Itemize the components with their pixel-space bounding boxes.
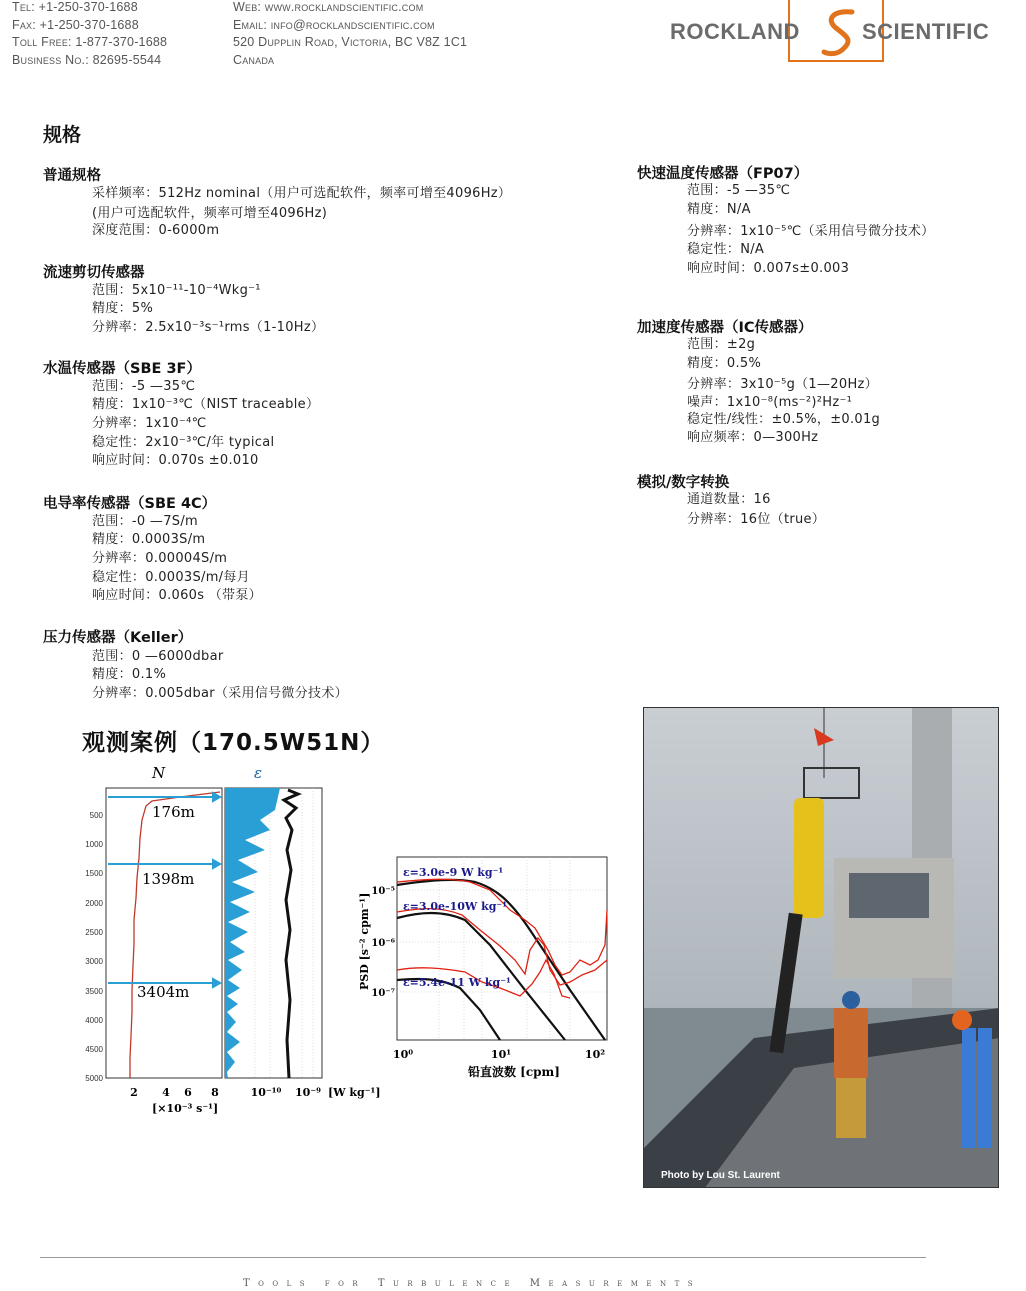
- spec-sampling-rate: 采样频率：512Hz nominal（用户可选配软件，频率可增至4096Hz）: [92, 186, 512, 201]
- spec-wtemp-stability: 稳定性：2x10⁻³℃/年 typical: [92, 435, 275, 450]
- psd-ylabel: PSD [s⁻² cpm⁻¹]: [358, 892, 371, 990]
- spec-wtemp-response: 响应时间：0.070s ±0.010: [92, 453, 259, 468]
- depth-tick: 3000: [85, 957, 103, 966]
- spec-wtemp-resolution: 分辨率：1x10⁻⁴℃: [92, 416, 207, 431]
- n-panel-title: N: [152, 764, 166, 782]
- depth-tick: 2000: [85, 899, 103, 908]
- spec-wtemp-accuracy: 精度：1x10⁻³℃（NIST traceable）: [92, 397, 320, 412]
- logo-s-mark-icon: [818, 6, 862, 58]
- eps-xtick: 10⁻¹⁰: [250, 1086, 282, 1099]
- web-line: Web: www.rocklandscientific.com: [233, 0, 424, 14]
- photo-credit: Photo by Lou St. Laurent: [661, 1170, 780, 1181]
- section-title-general: 普通规格: [43, 168, 101, 184]
- psd-xlabel: 铅直波数 [cpm]: [468, 1065, 560, 1079]
- psd-ytick: 10⁻⁷: [371, 988, 395, 999]
- spec-sampling-note: (用户可选配软件，频率可增至4096Hz): [92, 206, 328, 221]
- n-xtick: 8: [211, 1086, 219, 1099]
- section-title-fast-temp: 快速温度传感器（FP07）: [637, 166, 809, 182]
- eps-panel-title: ε: [254, 764, 263, 782]
- country-line: Canada: [233, 52, 275, 67]
- spec-pressure-range: 范围：0 —6000dbar: [92, 649, 224, 664]
- contact-block-right: [233, 0, 467, 69]
- n-xtick-labels: [130, 1086, 219, 1099]
- psd-xtick: 10²: [584, 1048, 606, 1061]
- toll-free-line: Toll Free: 1-877-370-1688: [12, 35, 168, 49]
- spec-adc-resolution: 分辨率：16位（true）: [687, 512, 826, 527]
- depth-tick: 1000: [85, 840, 103, 849]
- phone-line: Tel: +1-250-370-1688: [12, 0, 138, 14]
- spec-shear-accuracy: 精度：5%: [92, 301, 154, 316]
- spec-fp07-resolution: 分辨率：1x10⁻⁵℃（采用信号微分技术）: [687, 224, 935, 239]
- spec-fp07-range: 范围：-5 —35℃: [687, 183, 791, 198]
- psd-ytick-labels: [371, 886, 395, 999]
- depth-tick: 3500: [85, 987, 103, 996]
- gas-cylinder: [962, 1028, 976, 1148]
- depth-label-1398m: 1398m: [142, 870, 195, 888]
- eps-xtick: 10⁻⁹: [295, 1086, 321, 1099]
- eps-xaxis-unit: [W kg⁻¹]: [328, 1086, 381, 1099]
- n-xtick: 4: [162, 1086, 170, 1099]
- spec-accel-stability: 稳定性/线性：±0.5%，±0.01g: [687, 412, 881, 427]
- depth-tick: 2500: [85, 928, 103, 937]
- logo-text-rockland: ROCKLAND: [670, 19, 800, 44]
- case-study-title: 观测案例（170.5W51N）: [82, 730, 385, 756]
- email-line: Email: info@rocklandscientific.com: [233, 17, 435, 32]
- psd-legend-entry-3: ε=5.4e-11 W kg⁻¹: [403, 976, 511, 989]
- n-panel-frame: [106, 788, 222, 1078]
- address-line: 520 Dupplin Road, Victoria, BC V8Z 1C1: [233, 35, 468, 49]
- spec-accel-frequency: 响应频率：0—300Hz: [687, 430, 819, 445]
- observation-figure: [70, 760, 615, 1120]
- spec-wtemp-range: 范围：-5 —35℃: [92, 379, 196, 394]
- depth-tick-labels: [85, 811, 103, 1083]
- depth-tick: 4500: [85, 1045, 103, 1054]
- depth-tick: 4000: [85, 1016, 103, 1025]
- spec-cond-response: 响应时间：0.060s （带泵）: [92, 588, 262, 603]
- depth-label-176m: 176m: [152, 803, 195, 821]
- spec-fp07-stability: 稳定性：N/A: [687, 242, 765, 257]
- spec-pressure-resolution: 分辨率：0.005dbar（采用信号微分技术）: [92, 686, 348, 701]
- section-title-shear: 流速剪切传感器: [43, 265, 145, 281]
- section-title-pressure: 压力传感器（Keller）: [43, 630, 193, 646]
- yellow-float: [794, 798, 824, 918]
- psd-xtick: 10¹: [490, 1048, 512, 1061]
- logo-text-scientific: SCIENTIFIC: [862, 19, 990, 44]
- spec-cond-stability: 稳定性：0.0003S/m/每月: [92, 570, 250, 585]
- spec-fp07-accuracy: 精度：N/A: [687, 202, 751, 217]
- ship-deck-illustration: [644, 708, 999, 1188]
- contact-block-left: [12, 0, 167, 69]
- house-window: [849, 873, 929, 918]
- spec-pressure-accuracy: 精度：0.1%: [92, 667, 167, 682]
- spec-shear-resolution: 分辨率：2.5x10⁻³s⁻¹rms（1-10Hz）: [92, 320, 325, 335]
- psd-legend-entry-2: ε=3.0e-10W kg⁻¹: [403, 900, 508, 913]
- n-xtick: 6: [184, 1086, 192, 1099]
- spec-accel-resolution: 分辨率：3x10⁻⁵g（1—20Hz）: [687, 377, 878, 392]
- depth-tick: 1500: [85, 869, 103, 878]
- psd-xtick: 10⁰: [392, 1048, 414, 1061]
- section-title-adc: 模拟/数字转换: [637, 475, 730, 491]
- spec-accel-range: 范围：±2g: [687, 337, 756, 352]
- psd-xtick-labels: [393, 1048, 605, 1061]
- n-xtick: 2: [130, 1086, 138, 1099]
- psd-ytick: 10⁻⁶: [371, 938, 395, 949]
- spec-fp07-response: 响应时间：0.007s±0.003: [687, 261, 850, 276]
- spec-adc-channels: 通道数量：16: [687, 492, 771, 507]
- depth-tick: 500: [89, 811, 103, 820]
- fax-line: Fax: +1-250-370-1688: [12, 17, 139, 32]
- spec-shear-range: 范围：5x10⁻¹¹-10⁻⁴Wkg⁻¹: [92, 283, 261, 298]
- page-title: 规格: [43, 124, 82, 146]
- section-title-accelerometer: 加速度传感器（IC传感器）: [637, 320, 813, 336]
- spec-accel-noise: 噪声：1x10⁻⁸(ms⁻²)²Hz⁻¹: [687, 395, 853, 410]
- crew-legs: [836, 1078, 866, 1138]
- section-title-water-temp: 水温传感器（SBE 3F）: [43, 361, 201, 377]
- section-title-conductivity: 电导率传感器（SBE 4C）: [43, 496, 217, 512]
- psd-ytick: 10⁻⁵: [371, 886, 395, 897]
- spec-depth-range: 深度范围：0-6000m: [92, 223, 220, 238]
- crew-head: [842, 991, 860, 1009]
- psd-legend-entry-1: ε=3.0e-9 W kg⁻¹: [403, 866, 504, 879]
- footer-tagline: Tools for Turbulence Measurements: [243, 1278, 702, 1289]
- spec-cond-accuracy: 精度：0.0003S/m: [92, 532, 206, 547]
- n-xaxis-unit: [×10⁻³ s⁻¹]: [152, 1102, 219, 1115]
- spec-accel-accuracy: 精度：0.5%: [687, 356, 762, 371]
- business-number-line: Business No.: 82695-5544: [12, 52, 162, 67]
- spec-cond-range: 范围：-0 —7S/m: [92, 514, 198, 529]
- orange-buoy: [952, 1010, 972, 1030]
- crew-member: [834, 1008, 868, 1078]
- footer-divider: [40, 1257, 926, 1258]
- eps-xtick-labels: [251, 1086, 322, 1099]
- depth-label-3404m: 3404m: [137, 983, 190, 1001]
- gas-cylinder: [978, 1028, 992, 1148]
- depth-tick: 5000: [85, 1074, 103, 1083]
- field-photo: [643, 707, 999, 1188]
- spec-cond-resolution: 分辨率：0.00004S/m: [92, 551, 228, 566]
